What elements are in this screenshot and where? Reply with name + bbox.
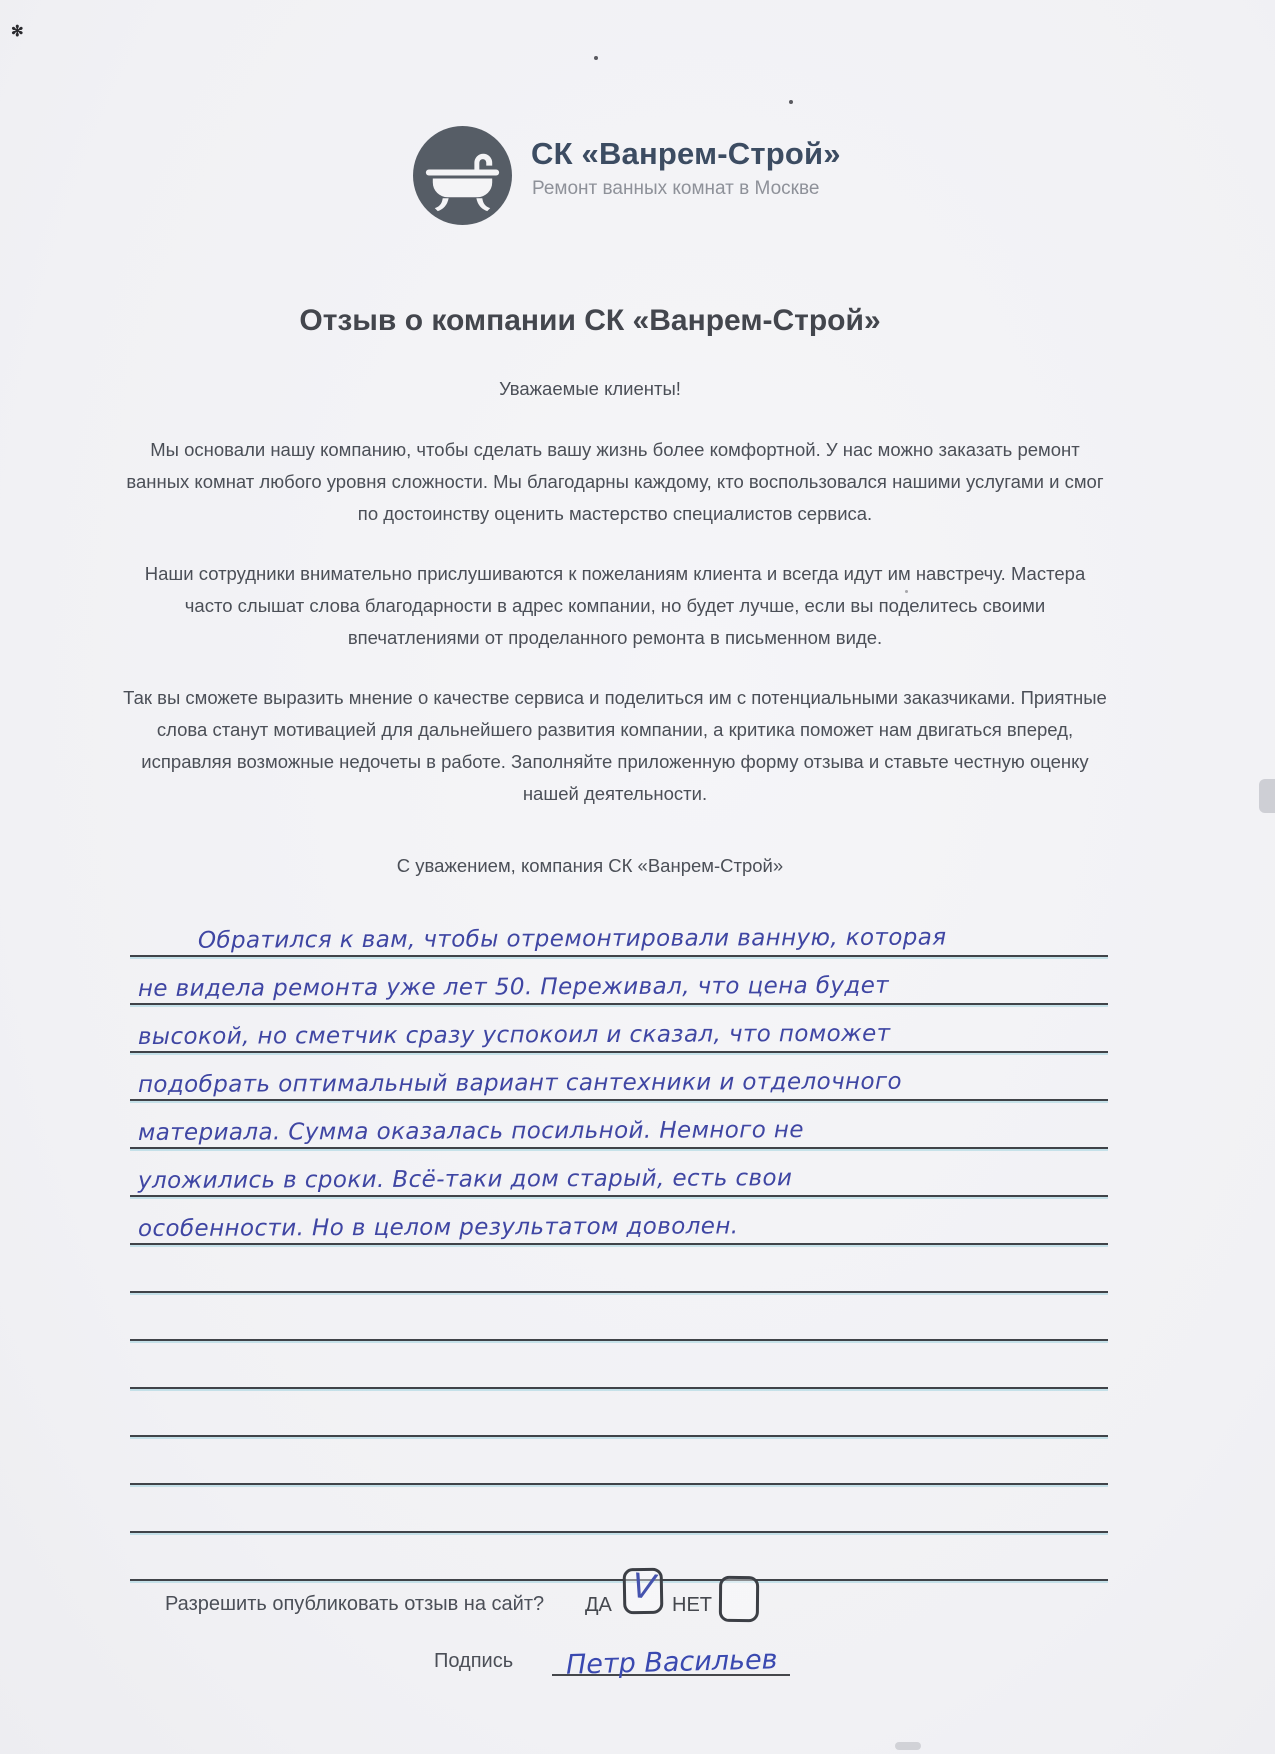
ruled-line bbox=[130, 1053, 1108, 1101]
company-name: СК «Ванрем-Строй» bbox=[531, 136, 841, 171]
ruled-line bbox=[130, 1197, 1108, 1245]
handwritten-text: материала. Сумма оказалась посильной. Немного не bbox=[137, 1117, 804, 1146]
intro-paragraphs bbox=[120, 434, 1110, 838]
salutation: Уважаемые клиенты! bbox=[499, 378, 681, 399]
page-title: Отзыв о компании СК «Ванрем-Строй» bbox=[299, 304, 881, 337]
ruled-line bbox=[130, 1437, 1108, 1485]
scan-artifact bbox=[1259, 779, 1275, 813]
scan-artifact bbox=[594, 56, 598, 60]
ruled-line bbox=[130, 1149, 1108, 1197]
ruled-line bbox=[130, 1485, 1108, 1533]
signoff-line: С уважением, компания СК «Ванрем-Строй» bbox=[396, 855, 784, 876]
intro-paragraph: Наши сотрудники внимательно прислушиваются к пожеланиям клиента и всегда идут им навстречу. Мастера часто слышат слова благодарности в адрес компании, но будет лучше, если вы поделитесь своими впечатлениями от проделанного ремонта в письменном виде. bbox=[144, 563, 1086, 648]
checkmark-icon: V bbox=[629, 1565, 658, 1609]
handwritten-review bbox=[130, 909, 1108, 1245]
handwritten-text: не видела ремонта уже лет 50. Переживал, что цена будет bbox=[137, 972, 890, 1002]
handwritten-text: уложились в сроки. Всё-таки дом старый, есть свои bbox=[137, 1165, 793, 1194]
bathtub-icon bbox=[413, 126, 512, 225]
scan-artifact bbox=[895, 1742, 921, 1750]
review-writing-area bbox=[130, 909, 1108, 1581]
handwritten-text: подобрать оптимальный вариант сантехники и отделочного bbox=[137, 1068, 902, 1098]
ruled-line bbox=[130, 1389, 1108, 1437]
publish-question: Разрешить опубликовать отзыв на сайт? bbox=[165, 1593, 545, 1615]
no-checkbox[interactable] bbox=[719, 1576, 759, 1622]
intro-paragraph: Мы основали нашу компанию, чтобы сделать вашу жизнь более комфортной. У нас можно заказать ремонт ванных комнат любого уровня сложности. Мы благодарны каждому, кто воспользовался нашими услугами и смог по достоинству оценить мастерство специалистов сервиса. bbox=[126, 439, 1104, 524]
ruled-line bbox=[130, 1533, 1108, 1581]
signature-line bbox=[552, 1636, 790, 1681]
ruled-line bbox=[130, 1293, 1108, 1341]
ruled-line bbox=[130, 1005, 1108, 1053]
ruled-line bbox=[130, 909, 1108, 957]
ruled-line bbox=[130, 1245, 1108, 1293]
handwritten-text: особенности. Но в целом результатом доволен. bbox=[137, 1213, 739, 1242]
intro-paragraph: Так вы сможете выразить мнение о качестве сервиса и поделиться им с потенциальными заказчиками. Приятные слова станут мотивацией для дальнейшего развития компании, а критика поможет нам двигаться вперед, исправляя возможные недочеты в работе. Заполняйте приложенную форму отзыва и ставьте честную оценку нашей деятельности. bbox=[123, 687, 1107, 804]
ruled-line bbox=[130, 1101, 1108, 1149]
no-label: НЕТ bbox=[672, 1594, 712, 1616]
handwritten-text: Обратился к вам, чтобы отремонтировали ванную, которая bbox=[197, 924, 947, 954]
company-tagline: Ремонт ванных комнат в Москве bbox=[532, 178, 820, 199]
scan-artifact bbox=[789, 100, 793, 104]
ruled-line bbox=[130, 1341, 1108, 1389]
signature-label: Подпись bbox=[434, 1650, 514, 1672]
yes-label: ДА bbox=[585, 1594, 612, 1616]
empty-ruled-lines bbox=[130, 1245, 1108, 1581]
ruled-line bbox=[130, 957, 1108, 1005]
handwritten-text: высокой, но сметчик сразу успокоил и сказал, что поможет bbox=[137, 1020, 891, 1050]
signature-handwriting: Петр Васильев bbox=[565, 1644, 778, 1681]
yes-checkbox[interactable] bbox=[623, 1565, 664, 1615]
company-logo bbox=[413, 126, 512, 225]
scan-artifact: ✻ bbox=[11, 23, 24, 40]
